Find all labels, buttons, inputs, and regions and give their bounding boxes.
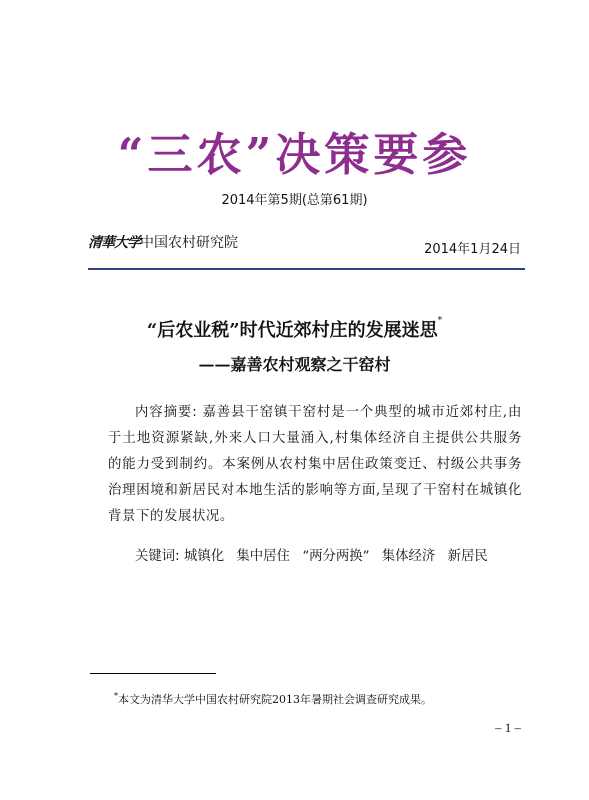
footnote-mark: * (114, 691, 118, 701)
keywords (108, 544, 522, 570)
title-footnote-mark: * (437, 316, 443, 326)
tsinghua-logo-text: 清華大学 (88, 235, 140, 251)
publish-date: 2014年1月24日 (424, 242, 521, 257)
abstract-text: 嘉善县干窑镇干窑村是一个典型的城市近郊村庄,由于土地资源紧缺,外来人口大量涌入,村集体经济自主提供公共服务的能力受到制约。本案例从农村集中居住政策变迁、村级公共事务治理困境和新居民对本地生活的影响等方面,呈现了干窑村在城镇化背景下的发展状况。 (108, 405, 522, 524)
article-title-text: “后农业税”时代近郊村庄的发展迷思 (146, 320, 438, 341)
article-subtitle: ——嘉善农村观察之干窑村 (198, 355, 391, 374)
keyword: 新居民 (447, 549, 488, 564)
header-divider (88, 268, 525, 270)
abstract (108, 400, 522, 530)
footnote-divider (90, 673, 216, 674)
article-title (0, 316, 589, 342)
keyword: “两分两换” (302, 549, 370, 564)
keyword: 集中居住 (236, 549, 290, 564)
issue-number: 2014年第5期(总第61期) (221, 193, 368, 208)
publisher-name: 中国农村研究院 (140, 235, 238, 251)
keyword: 集体经济 (381, 549, 436, 564)
page-number: – 1 – (495, 720, 521, 735)
footnote (114, 691, 432, 707)
abstract-label: 内容摘要: (135, 405, 198, 420)
keywords-label: 关键词: (135, 549, 180, 564)
publisher (88, 232, 238, 252)
masthead-title: “三农”决策要参 (117, 128, 472, 181)
keyword: 城镇化 (183, 549, 225, 564)
footnote-text: 本文为清华大学中国农村研究院2013年暑期社会调查研究成果。 (118, 693, 432, 706)
